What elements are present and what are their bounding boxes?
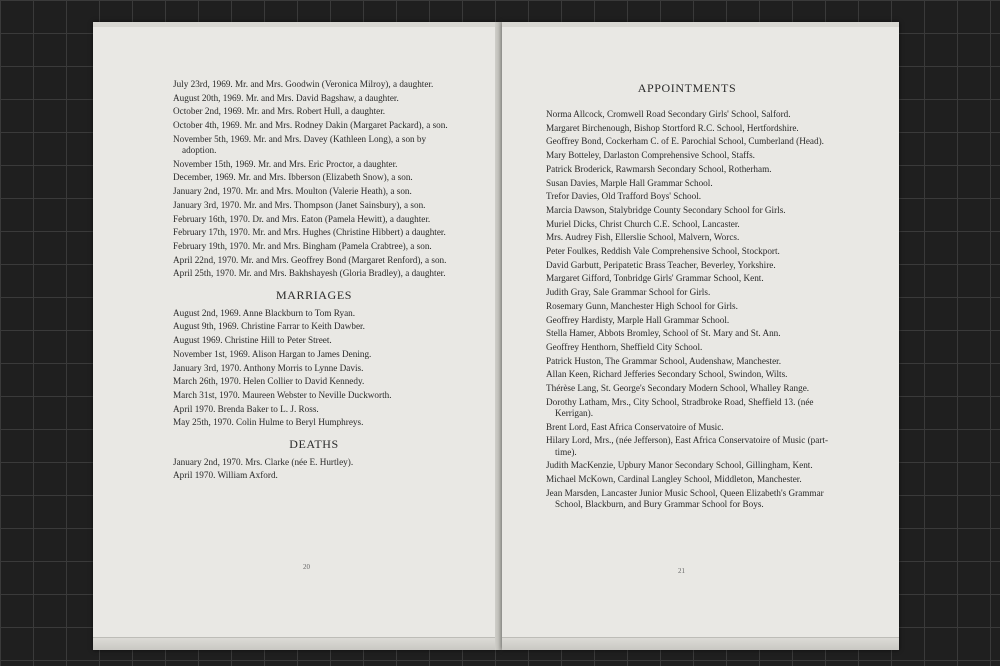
marriages-entry: April 1970. Brenda Baker to L. J. Ross. — [173, 403, 319, 414]
births-entry: October 4th, 1969. Mr. and Mrs. Rodney Dakin (Margaret Packard), a son. — [173, 120, 448, 131]
marriages-heading: MARRIAGES — [275, 287, 353, 302]
appointments-entry: Judith MacKenzie, Upbury Manor Secondary School, Gillingham, Kent. — [546, 460, 813, 471]
left-page — [93, 22, 500, 650]
appointments-entry: Brent Lord, East Africa Conservatoire of Music. — [546, 421, 724, 432]
marriages-entry: March 31st, 1970. Maureen Webster to Neville Duckworth. — [173, 389, 392, 400]
births-entry: February 17th, 1970. Mr. and Mrs. Hughes (Christine Hibbert) a daughter. — [173, 227, 446, 238]
page-number-left: 20 — [303, 563, 310, 571]
appointments-entry: Susan Davies, Marple Hall Grammar School. — [546, 177, 713, 188]
births-entry: February 19th, 1970. Mr. and Mrs. Bingham (Pamela Crabtree), a son. — [173, 240, 432, 251]
left-page-content — [173, 79, 455, 484]
appointments-entry: Dorothy Latham, Mrs., City School, Stradbroke Road, Sheffield 13. (née Kerrigan). — [546, 396, 814, 418]
marriages-entry: March 26th, 1970. Helen Collier to David Kennedy. — [173, 376, 365, 387]
appointments-entry: Geoffrey Hardisty, Marple Hall Grammar School. — [546, 314, 730, 325]
appointments-entry: Geoffrey Bond, Cockerham C. of E. Parochial School, Cumberland (Head). — [546, 136, 824, 147]
appointments-entry: Margaret Gifford, Tonbridge Girls' Grammar School, Kent. — [546, 273, 764, 284]
appointments-entry: Rosemary Gunn, Manchester High School for Girls. — [546, 300, 738, 311]
births-entry: January 2nd, 1970. Mr. and Mrs. Moulton (Valerie Heath), a son. — [173, 186, 412, 197]
appointments-entry: Geoffrey Henthorn, Sheffield City School. — [546, 341, 703, 352]
appointments-entry: Judith Gray, Sale Grammar School for Girls. — [546, 287, 711, 298]
right-page — [502, 22, 899, 650]
marriages-entry: January 3rd, 1970. Anthony Morris to Lynne Davis. — [173, 362, 364, 373]
appointments-entry: Allan Keen, Richard Jefferies Secondary School, Swindon, Wilts. — [546, 369, 788, 380]
births-entry: January 3rd, 1970. Mr. and Mrs. Thompson (Janet Sainsbury), a son. — [173, 199, 426, 210]
appointments-entry: Hilary Lord, Mrs., (née Jefferson), East Africa Conservatoire of Music (part-time). — [546, 435, 828, 457]
appointments-entry: Marcia Dawson, Stalybridge County Secondary School for Girls. — [546, 204, 786, 215]
births-entry: October 2nd, 1969. Mr. and Mrs. Robert Hull, a daughter. — [173, 106, 386, 117]
births-entry: December, 1969. Mr. and Mrs. Ibberson (Elizabeth Snow), a son. — [173, 172, 413, 183]
appointments-entry: Trefor Davies, Old Trafford Boys' School. — [546, 191, 702, 202]
births-entry: August 20th, 1969. Mr. and Mrs. David Bagshaw, a daughter. — [173, 92, 399, 103]
appointments-entry: Thérèse Lang, St. George's Secondary Modern School, Whalley Range. — [546, 383, 810, 394]
appointments-entry: Patrick Huston, The Grammar School, Audenshaw, Manchester. — [546, 355, 781, 366]
marriages-entry: August 9th, 1969. Christine Farrar to Keith Dawber. — [173, 321, 365, 332]
appointments-list — [546, 109, 828, 510]
appointments-entry: Stella Hamer, Abbots Bromley, School of St. Mary and St. Ann. — [546, 328, 781, 339]
appointments-entry: Patrick Broderick, Rawmarsh Secondary School, Rotherham. — [546, 163, 772, 174]
page-number-right: 21 — [678, 567, 685, 575]
appointments-entry: Peter Foulkes, Reddish Vale Comprehensive School, Stockport. — [546, 246, 780, 257]
births-entry: February 16th, 1970. Dr. and Mrs. Eaton (Pamela Hewitt), a daughter. — [173, 213, 431, 224]
booklet-spread — [93, 22, 899, 650]
births-entry: July 23rd, 1969. Mr. and Mrs. Goodwin (Veronica Milroy), a daughter. — [173, 79, 434, 89]
appointments-entry: Mary Botteley, Darlaston Comprehensive School, Staffs. — [546, 150, 755, 161]
deaths-entry: April 1970. William Axford. — [173, 470, 278, 481]
appointments-heading: APPOINTMENTS — [637, 81, 737, 95]
births-entry: April 22nd, 1970. Mr. and Mrs. Geoffrey Bond (Margaret Renford), a son. — [173, 254, 447, 265]
page-bottom-edge — [502, 637, 899, 650]
births-list — [173, 79, 455, 280]
page-bottom-edge — [93, 637, 500, 650]
appointments-entry: Margaret Birchenough, Bishop Stortford R.C. School, Hertfordshire. — [546, 122, 799, 133]
births-entry: April 25th, 1970. Mr. and Mrs. Bakhshayesh (Gloria Bradley), a daughter. — [173, 268, 446, 279]
births-entry: November 5th, 1969. Mr. and Mrs. Davey (Kathleen Long), a son by adoption. — [173, 133, 427, 156]
appointments-entry: Norma Allcock, Cromwell Road Secondary Girls' School, Salford. — [546, 109, 791, 119]
marriages-list — [173, 308, 455, 429]
appointments-entry: David Garbutt, Peripatetic Brass Teacher, Beverley, Yorkshire. — [546, 259, 776, 270]
marriages-entry: August 2nd, 1969. Anne Blackburn to Tom Ryan. — [173, 307, 356, 318]
right-page-content — [546, 81, 828, 513]
marriages-entry: November 1st, 1969. Alison Hargan to James Dening. — [173, 348, 372, 359]
deaths-list — [173, 457, 455, 482]
deaths-heading: DEATHS — [289, 436, 339, 451]
appointments-entry: Muriel Dicks, Christ Church C.E. School, Lancaster. — [546, 218, 740, 229]
deaths-entry: January 2nd, 1970. Mrs. Clarke (née E. Hurtley). — [173, 456, 354, 467]
appointments-entry: Jean Marsden, Lancaster Junior Music School, Queen Elizabeth's Grammar School, Blackburn, and Bury Grammar School for Boys. — [546, 487, 824, 509]
appointments-entry: Michael McKown, Cardinal Langley School, Middleton, Manchester. — [546, 473, 802, 484]
marriages-entry: May 25th, 1970. Colin Hulme to Beryl Humphreys. — [173, 417, 364, 428]
appointments-entry: Mrs. Audrey Fish, Ellerslie School, Malvern, Worcs. — [546, 232, 740, 243]
marriages-entry: August 1969. Christine Hill to Peter Street. — [173, 335, 332, 346]
births-entry: November 15th, 1969. Mr. and Mrs. Eric Proctor, a daughter. — [173, 158, 398, 169]
